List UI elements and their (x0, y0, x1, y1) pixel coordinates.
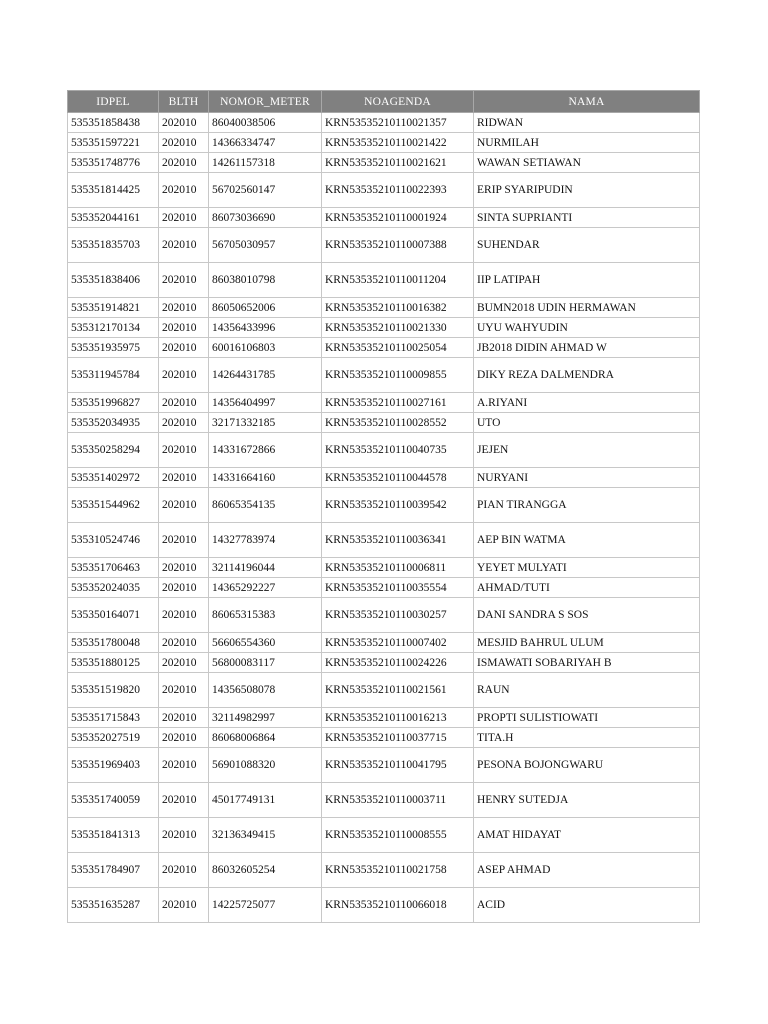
cell-blth: 202010 (159, 298, 209, 318)
cell-blth: 202010 (159, 728, 209, 748)
cell-idpel: 535311945784 (68, 358, 159, 393)
cell-noagenda: KRN53535210110008555 (322, 818, 474, 853)
cell-nama: ACID (474, 888, 700, 923)
cell-blth: 202010 (159, 653, 209, 673)
cell-nama: SUHENDAR (474, 228, 700, 263)
cell-noagenda: KRN53535210110021357 (322, 113, 474, 133)
cell-noagenda: KRN53535210110021422 (322, 133, 474, 153)
cell-nomor-meter: 14331664160 (209, 468, 322, 488)
table-row (68, 578, 700, 598)
cell-blth: 202010 (159, 393, 209, 413)
cell-nomor-meter: 32136349415 (209, 818, 322, 853)
cell-blth: 202010 (159, 173, 209, 208)
cell-nama: MESJID BAHRUL ULUM (474, 633, 700, 653)
cell-noagenda: KRN53535210110021561 (322, 673, 474, 708)
cell-nama: YEYET MULYATI (474, 558, 700, 578)
cell-nama: JB2018 DIDIN AHMAD W (474, 338, 700, 358)
cell-nomor-meter: 56702560147 (209, 173, 322, 208)
table-row (68, 598, 700, 633)
cell-nomor-meter: 56606554360 (209, 633, 322, 653)
cell-idpel: 535351635287 (68, 888, 159, 923)
header-idpel: IDPEL (68, 91, 159, 113)
cell-blth: 202010 (159, 598, 209, 633)
cell-idpel: 535350164071 (68, 598, 159, 633)
table-row (68, 208, 700, 228)
header-noagenda: NOAGENDA (322, 91, 474, 113)
cell-nomor-meter: 14366334747 (209, 133, 322, 153)
table-row (68, 653, 700, 673)
table-row (68, 113, 700, 133)
cell-noagenda: KRN53535210110035554 (322, 578, 474, 598)
cell-noagenda: KRN53535210110030257 (322, 598, 474, 633)
cell-blth: 202010 (159, 783, 209, 818)
cell-blth: 202010 (159, 228, 209, 263)
cell-idpel: 535351519820 (68, 673, 159, 708)
cell-blth: 202010 (159, 888, 209, 923)
cell-idpel: 535351858438 (68, 113, 159, 133)
cell-nama: DIKY REZA DALMENDRA (474, 358, 700, 393)
cell-idpel: 535351838406 (68, 263, 159, 298)
cell-nomor-meter: 32114196044 (209, 558, 322, 578)
cell-nomor-meter: 14356404997 (209, 393, 322, 413)
cell-noagenda: KRN53535210110021330 (322, 318, 474, 338)
cell-idpel: 535351715843 (68, 708, 159, 728)
cell-nomor-meter: 86038010798 (209, 263, 322, 298)
table-row (68, 523, 700, 558)
table-row (68, 853, 700, 888)
table-row (68, 783, 700, 818)
cell-nama: A.RIYANI (474, 393, 700, 413)
cell-nama: ERIP SYARIPUDIN (474, 173, 700, 208)
cell-noagenda: KRN53535210110028552 (322, 413, 474, 433)
table-body (68, 113, 700, 923)
cell-noagenda: KRN53535210110041795 (322, 748, 474, 783)
cell-nomor-meter: 32114982997 (209, 708, 322, 728)
cell-nomor-meter: 86050652006 (209, 298, 322, 318)
cell-blth: 202010 (159, 413, 209, 433)
cell-idpel: 535351780048 (68, 633, 159, 653)
table-row (68, 133, 700, 153)
cell-nama: WAWAN SETIAWAN (474, 153, 700, 173)
cell-nomor-meter: 86065315383 (209, 598, 322, 633)
cell-noagenda: KRN53535210110001924 (322, 208, 474, 228)
table-row (68, 173, 700, 208)
cell-nama: DANI SANDRA S SOS (474, 598, 700, 633)
cell-idpel: 535352034935 (68, 413, 159, 433)
cell-idpel: 535351814425 (68, 173, 159, 208)
cell-nama: JEJEN (474, 433, 700, 468)
cell-noagenda: KRN53535210110007402 (322, 633, 474, 653)
cell-nomor-meter: 14331672866 (209, 433, 322, 468)
header-nomor-meter: NOMOR_METER (209, 91, 322, 113)
cell-blth: 202010 (159, 578, 209, 598)
cell-nama: NURYANI (474, 468, 700, 488)
cell-noagenda: KRN53535210110003711 (322, 783, 474, 818)
customer-table (67, 90, 700, 923)
cell-idpel: 535350258294 (68, 433, 159, 468)
cell-idpel: 535351835703 (68, 228, 159, 263)
cell-nama: IIP LATIPAH (474, 263, 700, 298)
cell-noagenda: KRN53535210110016382 (322, 298, 474, 318)
cell-noagenda: KRN53535210110021621 (322, 153, 474, 173)
cell-idpel: 535351706463 (68, 558, 159, 578)
cell-nama: AEP BIN WATMA (474, 523, 700, 558)
table-header (68, 91, 700, 113)
table-row (68, 558, 700, 578)
cell-nama: NURMILAH (474, 133, 700, 153)
cell-nomor-meter: 86065354135 (209, 488, 322, 523)
cell-blth: 202010 (159, 818, 209, 853)
cell-noagenda: KRN53535210110025054 (322, 338, 474, 358)
table-row (68, 413, 700, 433)
cell-blth: 202010 (159, 358, 209, 393)
cell-nama: RIDWAN (474, 113, 700, 133)
cell-nama: PIAN TIRANGGA (474, 488, 700, 523)
table-row (68, 298, 700, 318)
cell-nama: AMAT HIDAYAT (474, 818, 700, 853)
table-row (68, 728, 700, 748)
cell-nama: PROPTI SULISTIOWATI (474, 708, 700, 728)
table-row (68, 358, 700, 393)
table-row (68, 708, 700, 728)
cell-nomor-meter: 14264431785 (209, 358, 322, 393)
cell-idpel: 535352027519 (68, 728, 159, 748)
cell-nomor-meter: 32171332185 (209, 413, 322, 433)
cell-noagenda: KRN53535210110066018 (322, 888, 474, 923)
header-blth: BLTH (159, 91, 209, 113)
cell-nama: HENRY SUTEDJA (474, 783, 700, 818)
cell-blth: 202010 (159, 673, 209, 708)
cell-idpel: 535351996827 (68, 393, 159, 413)
header-row (68, 91, 700, 113)
cell-idpel: 535351748776 (68, 153, 159, 173)
cell-blth: 202010 (159, 338, 209, 358)
cell-blth: 202010 (159, 523, 209, 558)
cell-nama: UYU WAHYUDIN (474, 318, 700, 338)
cell-blth: 202010 (159, 208, 209, 228)
cell-nomor-meter: 14327783974 (209, 523, 322, 558)
cell-nomor-meter: 14261157318 (209, 153, 322, 173)
cell-nomor-meter: 14225725077 (209, 888, 322, 923)
cell-noagenda: KRN53535210110021758 (322, 853, 474, 888)
cell-nama: RAUN (474, 673, 700, 708)
cell-blth: 202010 (159, 558, 209, 578)
cell-nama: ASEP AHMAD (474, 853, 700, 888)
cell-idpel: 535351969403 (68, 748, 159, 783)
cell-noagenda: KRN53535210110044578 (322, 468, 474, 488)
cell-nomor-meter: 14356433996 (209, 318, 322, 338)
cell-blth: 202010 (159, 748, 209, 783)
cell-idpel: 535352024035 (68, 578, 159, 598)
cell-nama: BUMN2018 UDIN HERMAWAN (474, 298, 700, 318)
cell-noagenda: KRN53535210110039542 (322, 488, 474, 523)
table-row (68, 673, 700, 708)
cell-idpel: 535351935975 (68, 338, 159, 358)
header-nama: NAMA (474, 91, 700, 113)
cell-noagenda: KRN53535210110037715 (322, 728, 474, 748)
cell-nama: TITA.H (474, 728, 700, 748)
cell-blth: 202010 (159, 708, 209, 728)
cell-noagenda: KRN53535210110022393 (322, 173, 474, 208)
cell-idpel: 535351841313 (68, 818, 159, 853)
table-row (68, 818, 700, 853)
cell-noagenda: KRN53535210110016213 (322, 708, 474, 728)
table-row (68, 433, 700, 468)
cell-noagenda: KRN53535210110011204 (322, 263, 474, 298)
cell-nomor-meter: 86040038506 (209, 113, 322, 133)
cell-noagenda: KRN53535210110006811 (322, 558, 474, 578)
cell-idpel: 535352044161 (68, 208, 159, 228)
cell-blth: 202010 (159, 488, 209, 523)
cell-idpel: 535310524746 (68, 523, 159, 558)
cell-nomor-meter: 56901088320 (209, 748, 322, 783)
cell-nama: ISMAWATI SOBARIYAH B (474, 653, 700, 673)
cell-blth: 202010 (159, 633, 209, 653)
table-row (68, 748, 700, 783)
table-row (68, 633, 700, 653)
cell-nomor-meter: 60016106803 (209, 338, 322, 358)
cell-noagenda: KRN53535210110027161 (322, 393, 474, 413)
cell-blth: 202010 (159, 318, 209, 338)
cell-noagenda: KRN53535210110040735 (322, 433, 474, 468)
table-row (68, 318, 700, 338)
cell-blth: 202010 (159, 468, 209, 488)
cell-idpel: 535351914821 (68, 298, 159, 318)
cell-idpel: 535351880125 (68, 653, 159, 673)
cell-noagenda: KRN53535210110024226 (322, 653, 474, 673)
cell-nomor-meter: 86068006864 (209, 728, 322, 748)
cell-nomor-meter: 45017749131 (209, 783, 322, 818)
cell-idpel: 535351597221 (68, 133, 159, 153)
cell-blth: 202010 (159, 853, 209, 888)
cell-nama: SINTA SUPRIANTI (474, 208, 700, 228)
cell-nama: AHMAD/TUTI (474, 578, 700, 598)
cell-idpel: 535351544962 (68, 488, 159, 523)
table-row (68, 263, 700, 298)
table-row (68, 228, 700, 263)
table-row (68, 488, 700, 523)
cell-idpel: 535351740059 (68, 783, 159, 818)
table-row (68, 338, 700, 358)
cell-blth: 202010 (159, 113, 209, 133)
cell-blth: 202010 (159, 433, 209, 468)
cell-nomor-meter: 86073036690 (209, 208, 322, 228)
cell-noagenda: KRN53535210110036341 (322, 523, 474, 558)
cell-blth: 202010 (159, 263, 209, 298)
cell-nama: PESONA BOJONGWARU (474, 748, 700, 783)
cell-noagenda: KRN53535210110009855 (322, 358, 474, 393)
cell-idpel: 535351402972 (68, 468, 159, 488)
cell-idpel: 535351784907 (68, 853, 159, 888)
cell-blth: 202010 (159, 133, 209, 153)
cell-idpel: 535312170134 (68, 318, 159, 338)
cell-nomor-meter: 14365292227 (209, 578, 322, 598)
table-row (68, 393, 700, 413)
table-row (68, 153, 700, 173)
cell-noagenda: KRN53535210110007388 (322, 228, 474, 263)
cell-nomor-meter: 56800083117 (209, 653, 322, 673)
table-row (68, 468, 700, 488)
cell-nomor-meter: 14356508078 (209, 673, 322, 708)
cell-nomor-meter: 56705030957 (209, 228, 322, 263)
table-row (68, 888, 700, 923)
cell-nama: UTO (474, 413, 700, 433)
cell-nomor-meter: 86032605254 (209, 853, 322, 888)
cell-blth: 202010 (159, 153, 209, 173)
